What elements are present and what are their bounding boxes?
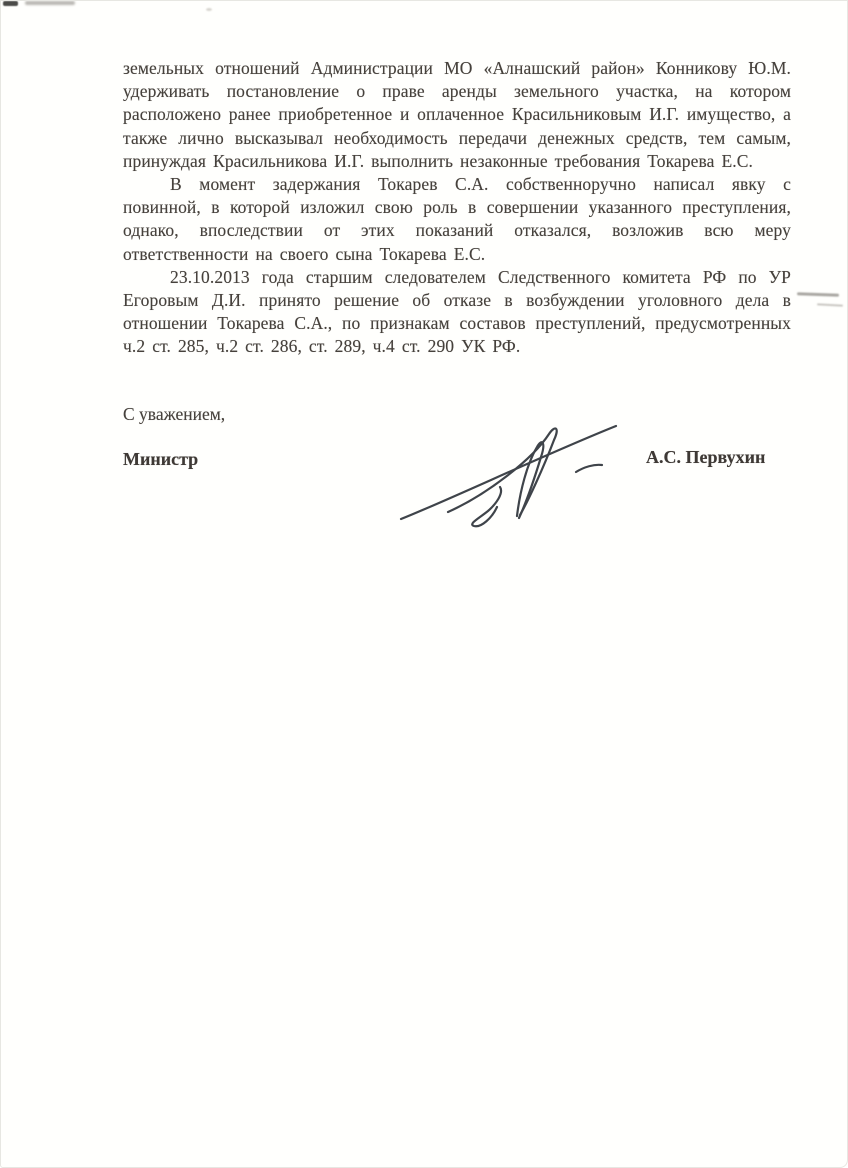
body-paragraph-decision: 23.10.2013 года старшим следователем Следственного комитета РФ по УР Егоровым Д.И. принято решение об отказе в возбуждении уголовного дела в отношении Токарева С.А., по признакам составов преступлений, предусмотренных ч.2 ст. 285, ч.2 ст. 286, ст. 289, ч.4 ст. 290 УК РФ. xyxy=(123,266,791,357)
handwritten-signature xyxy=(396,419,636,539)
scan-artifact-dot xyxy=(206,8,212,11)
scan-artifact-right-dash xyxy=(797,292,839,296)
signer-title: Министр xyxy=(123,449,199,469)
signer-name: А.С. Первухин xyxy=(646,447,766,467)
letter-body xyxy=(123,57,791,359)
closing-salutation: С уважением, xyxy=(123,404,226,424)
body-paragraph-confession: В момент задержания Токарев С.А. собственноручно написал явку с повинной, в которой изложил свою роль в совершении указанного преступления, однако, впоследствии от этих показаний отказался, возложив всю меру ответственности на своего сына Токарева Е.С. xyxy=(123,174,791,264)
scan-artifact-smudge xyxy=(25,1,75,5)
scan-artifact-right-dash-2 xyxy=(817,303,843,306)
scan-artifact-dark-mark xyxy=(3,1,18,6)
body-paragraph-continuation: земельных отношений Администрации МО «Алнашский район» Конникову Ю.М. удерживать постановление о праве аренды земельного участка, на котором расположено ранее приобретенное и оплаченное Красильниковым И.Г. имущество, а также лично высказывал необходимость передачи денежных средств, тем самым, принуждая Красильникова И.Г. выполнить незаконные требования Токарева Е.С. xyxy=(123,58,791,171)
